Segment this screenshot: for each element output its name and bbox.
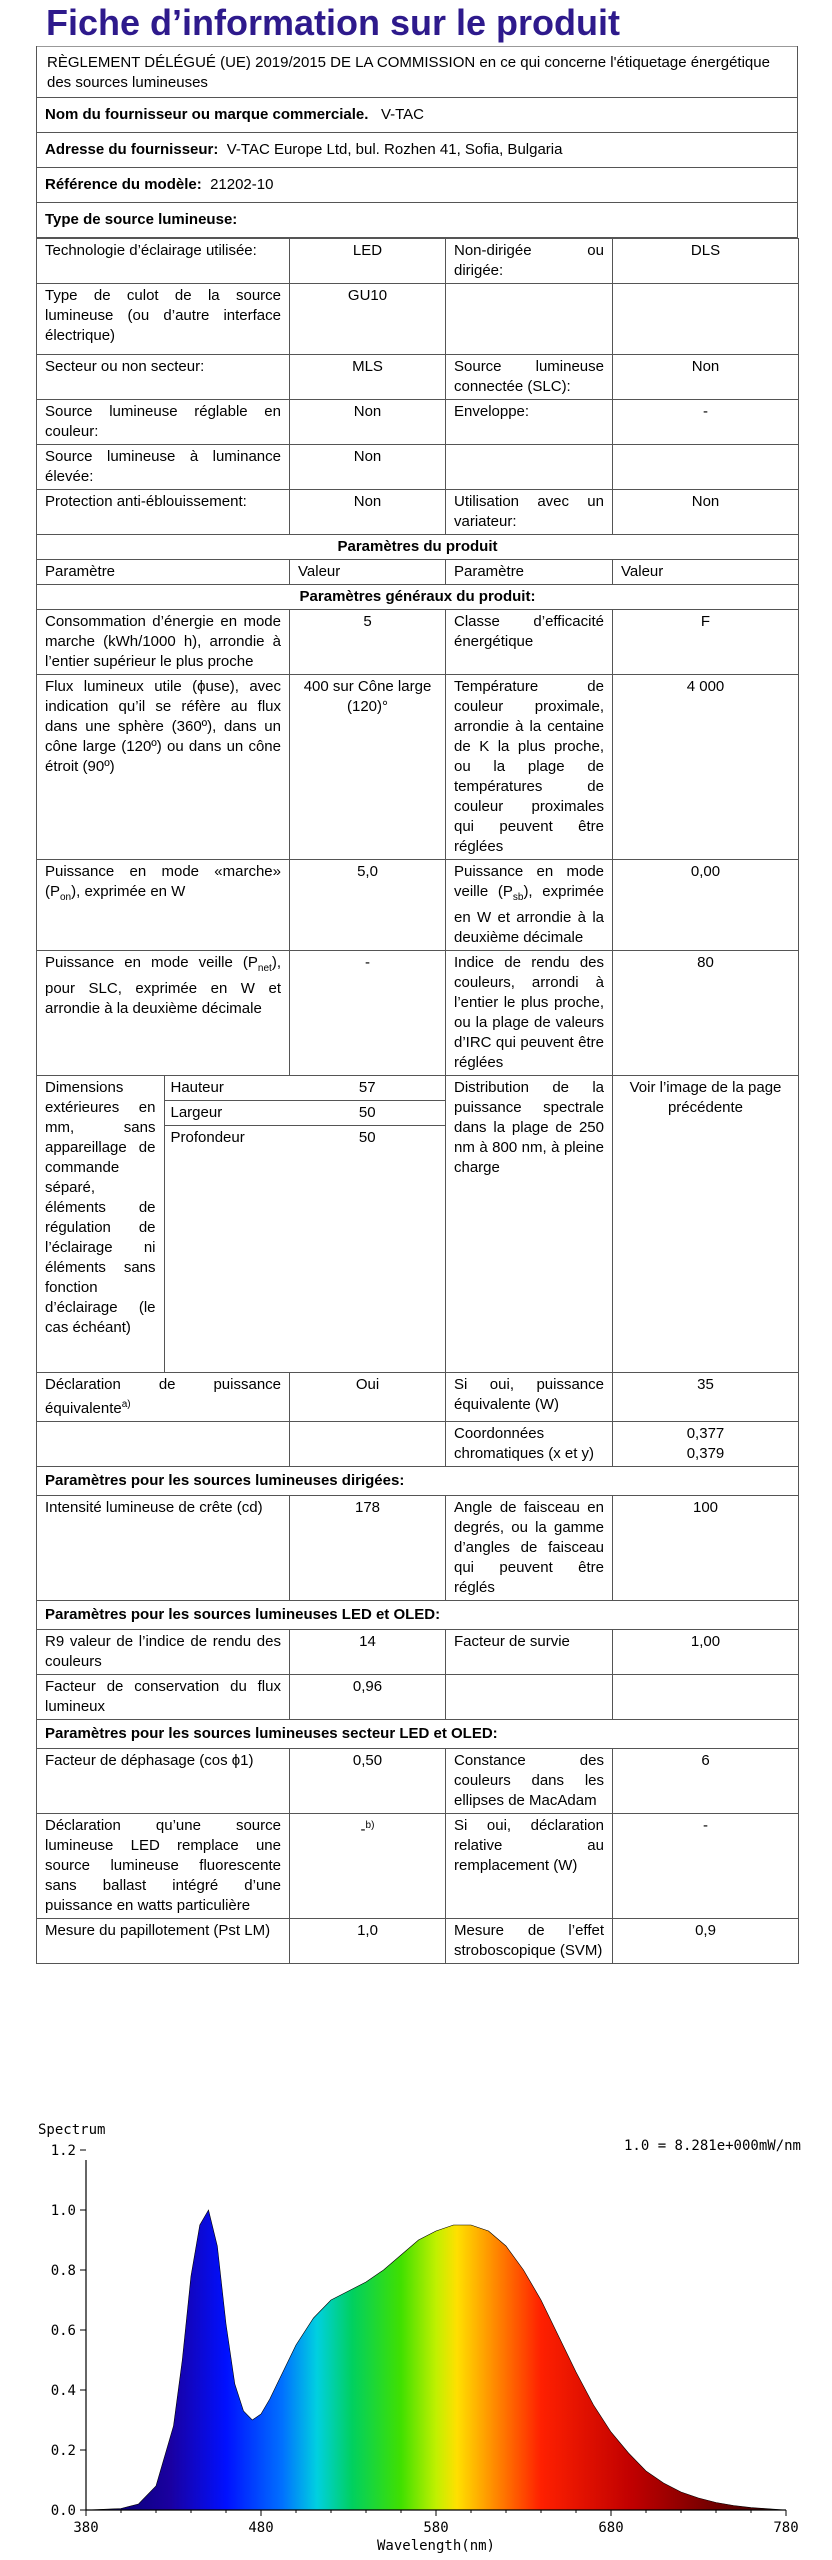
- param-label: [446, 445, 613, 490]
- chroma-y: 0,379: [686, 1445, 725, 1462]
- param-value: Non: [613, 355, 799, 400]
- address-value: V-TAC Europe Ltd, bul. Rozhen 41, Sofia, Bulgaria: [226, 141, 563, 158]
- x-axis-label: Wavelength(nm): [376, 2538, 496, 2554]
- param-label: Angle de faisceau en degrés, ou la gamme d’angles de faisceau qui peuvent être réglés: [446, 1496, 613, 1601]
- param-label: Protection anti-éblouissement:: [37, 490, 290, 535]
- list-item: Hauteur 57: [165, 1076, 446, 1101]
- column-header-row: [37, 560, 799, 585]
- x-axis-ticks: [73, 2510, 798, 2536]
- param-value: [613, 1422, 799, 1467]
- param-label: Si oui, puissance équivalente (W): [446, 1373, 613, 1422]
- dimensions-label: Dimensions extérieures en mm, sans appareillage de commande séparé, éléments de régulation de l’éclairage ni éléments sans fonction d’éclairage (le cas échéant): [37, 1076, 164, 1372]
- table-row: [37, 445, 799, 490]
- param-label: Source lumineuse réglable en couleur:: [37, 400, 290, 445]
- param-label: Classe d’efficacité énergétique: [446, 610, 613, 675]
- param-value: 4 000: [613, 675, 799, 860]
- param-label: Si oui, déclaration relative au remplacement (W): [446, 1814, 613, 1919]
- param-value: Non: [290, 490, 446, 535]
- regulation-text: RÈGLEMENT DÉLÉGUÉ (UE) 2019/2015 DE LA COMMISSION en ce qui concerne l'étiquetage énergétique des sources lumineuses: [37, 46, 797, 97]
- y-tick-label: 0.2: [50, 2443, 76, 2459]
- param-value: 1,00: [613, 1630, 799, 1675]
- table-row: [37, 284, 799, 355]
- param-label: Constance des couleurs dans les ellipses de MacAdam: [446, 1749, 613, 1814]
- param-value: 0,9: [613, 1919, 799, 1964]
- param-label: [446, 284, 613, 355]
- table-row: [37, 1675, 799, 1720]
- param-label: Technologie d’éclairage utilisée:: [37, 239, 290, 284]
- dimensions-list: [165, 1076, 446, 1150]
- param-value: Non: [290, 400, 446, 445]
- section-heading-row: [37, 1467, 799, 1496]
- table-row: [37, 1919, 799, 1964]
- chart-scale-note: 1.0 = 8.281e+000mW/nm: [623, 2138, 801, 2154]
- param-value: 400 sur Cône large (120)°: [290, 675, 446, 860]
- table-row: [37, 1630, 799, 1675]
- supplier-row: [37, 97, 797, 132]
- param-value: MLS: [290, 355, 446, 400]
- param-value: 0,00: [613, 860, 799, 951]
- param-label: [446, 1675, 613, 1720]
- param-value: 5: [290, 610, 446, 675]
- x-tick-label: 480: [248, 2520, 274, 2536]
- x-tick-label: 580: [423, 2520, 449, 2536]
- param-value: GU10: [290, 284, 446, 355]
- model-label: Référence du modèle:: [45, 176, 202, 193]
- param-label: Facteur de déphasage (cos ϕ1): [37, 1749, 290, 1814]
- param-label: Secteur ou non secteur:: [37, 355, 290, 400]
- param-label: Non-dirigée ou dirigée:: [446, 239, 613, 284]
- chroma-x: 0,377: [686, 1425, 725, 1442]
- param-value: Voir l’image de la page précédente: [613, 1076, 799, 1373]
- section-heading-row: [37, 585, 799, 610]
- param-value: 5,0: [290, 860, 446, 951]
- param-value: 6: [613, 1749, 799, 1814]
- param-label: Coordonnées chromatiques (x et y): [446, 1422, 613, 1467]
- param-label: Facteur de survie: [446, 1630, 613, 1675]
- param-value: 0,50: [290, 1749, 446, 1814]
- param-label: Température de couleur proximale, arrondie à la centaine de K la plus proche, ou la plage de températures de couleur proximales qui peuvent être réglées: [446, 675, 613, 860]
- y-tick-label: 1.2: [50, 2143, 76, 2159]
- sheet-frame: [36, 46, 798, 238]
- param-value: LED: [290, 239, 446, 284]
- param-value: -: [613, 400, 799, 445]
- param-label: Distribution de la puissance spectrale dans la plage de 250 nm à 800 nm, à pleine charge: [446, 1076, 613, 1373]
- table-row: [37, 675, 799, 860]
- table-row: [37, 239, 799, 284]
- y-tick-label: 0.4: [50, 2383, 76, 2399]
- param-label: R9 valeur de l’indice de rendu des couleurs: [37, 1630, 290, 1675]
- param-value: F: [613, 610, 799, 675]
- table-row: [37, 860, 799, 951]
- param-value: -: [290, 951, 446, 1076]
- param-label: Déclaration qu’une source lumineuse LED remplace une source lumineuse fluorescente sans ballast intégré d’une puissance en watts particulière: [37, 1814, 290, 1919]
- param-value: Non: [613, 490, 799, 535]
- table-row: [37, 951, 799, 1076]
- param-value: 178: [290, 1496, 446, 1601]
- param-label: Déclaration de puissance équivalente$^{a)}$: [37, 1373, 290, 1422]
- y-tick-label: 0.6: [50, 2323, 76, 2339]
- column-header: Valeur: [290, 560, 446, 585]
- chart-title: Spectrum: [38, 2122, 106, 2138]
- table-row: [37, 400, 799, 445]
- param-label: Indice de rendu des couleurs, arrondi à l’entier le plus proche, ou la plage de valeurs d’IRC qui peuvent être réglées: [446, 951, 613, 1076]
- dimensions-cell: [37, 1076, 446, 1373]
- param-label: Puissance en mode veille $(P_{sb})$, exprimée en W et arrondie à la deuxième décimale: [446, 860, 613, 951]
- table-row: [37, 1076, 799, 1373]
- column-header: Paramètre: [37, 560, 290, 585]
- param-label: Flux lumineux utile (ϕuse), avec indication qu’il se réfère au flux dans une sphère (360º), dans un cône large (120º) ou dans un cône étroit (90º): [37, 675, 290, 860]
- param-value: Oui: [290, 1373, 446, 1422]
- column-header: Paramètre: [446, 560, 613, 585]
- section-heading-row: [37, 535, 799, 560]
- x-tick-label: 780: [773, 2520, 799, 2536]
- supplier-label: Nom du fournisseur ou marque commerciale.: [45, 106, 369, 123]
- y-tick-label: 0.8: [50, 2263, 76, 2279]
- x-tick-label: 380: [73, 2520, 99, 2536]
- param-value: DLS: [613, 239, 799, 284]
- param-label: Source lumineuse connectée (SLC):: [446, 355, 613, 400]
- x-tick-label: 680: [598, 2520, 624, 2536]
- table-row: [37, 1749, 799, 1814]
- model-row: [37, 167, 797, 202]
- param-value: 0,96: [290, 1675, 446, 1720]
- section-heading-row: [37, 1601, 799, 1630]
- param-label: Enveloppe:: [446, 400, 613, 445]
- table-row: [37, 610, 799, 675]
- model-value: 21202-10: [210, 176, 274, 193]
- section-heading-row: [37, 1720, 799, 1749]
- section-heading: Paramètres pour les sources lumineuses dirigées:: [37, 1467, 799, 1496]
- param-label: Facteur de conservation du flux lumineux: [37, 1675, 290, 1720]
- param-label: Utilisation avec un variateur:: [446, 490, 613, 535]
- param-label: Mesure du papillotement (Pst LM): [37, 1919, 290, 1964]
- param-value: 100: [613, 1496, 799, 1601]
- section-heading: Paramètres généraux du produit:: [37, 585, 799, 610]
- column-header: Valeur: [613, 560, 799, 585]
- spectrum-area: [86, 2210, 786, 2510]
- list-item: Largeur 50: [165, 1101, 446, 1126]
- section-heading: Paramètres pour les sources lumineuses secteur LED et OLED:: [37, 1720, 799, 1749]
- y-axis-ticks: [51, 2143, 86, 2519]
- section-heading: Paramètres du produit: [37, 535, 799, 560]
- param-value: 80: [613, 951, 799, 1076]
- param-value: 14: [290, 1630, 446, 1675]
- list-item: Profondeur 50: [170, 1129, 376, 1146]
- param-label: Consommation d’énergie en mode marche (kWh/1000 h), arrondie à l’entier supérieur le plus proche: [37, 610, 290, 675]
- param-value: [613, 445, 799, 490]
- param-value: -: [613, 1814, 799, 1919]
- address-label: Adresse du fournisseur:: [45, 141, 219, 158]
- param-value: -$^{b)}$: [290, 1814, 446, 1919]
- param-value: Non: [290, 445, 446, 490]
- spectrum-chart: [36, 2120, 806, 2560]
- param-label: Intensité lumineuse de crête (cd): [37, 1496, 290, 1601]
- address-row: [37, 132, 797, 167]
- param-value: [613, 1675, 799, 1720]
- supplier-value: V-TAC: [380, 106, 424, 123]
- section-heading: Paramètres pour les sources lumineuses LED et OLED:: [37, 1601, 799, 1630]
- y-tick-label: 1.0: [50, 2203, 76, 2219]
- param-value: 35: [613, 1373, 799, 1422]
- param-label: Type de culot de la source lumineuse (ou d’autre interface électrique): [37, 284, 290, 355]
- y-tick-label: 0.0: [50, 2503, 76, 2519]
- table-row: [37, 1814, 799, 1919]
- table-row: [37, 1422, 799, 1467]
- table-row: [37, 490, 799, 535]
- table-row: [37, 1496, 799, 1601]
- table-row: [37, 355, 799, 400]
- page-title: Fiche d’information sur le produit: [46, 2, 621, 43]
- param-label: Puissance en mode veille $(P_{net})$, pour SLC, exprimée en W et arrondie à la deuxième décimale: [37, 951, 290, 1076]
- param-value: [613, 284, 799, 355]
- source-type-heading: Type de source lumineuse:: [37, 202, 797, 237]
- param-value: 1,0: [290, 1919, 446, 1964]
- param-label: Mesure de l’effet stroboscopique (SVM): [446, 1919, 613, 1964]
- spec-table: [36, 238, 799, 1964]
- table-row: [37, 1373, 799, 1422]
- param-label: Puissance en mode «marche» $(P_{on})$, exprimée en W: [37, 860, 290, 951]
- product-information-sheet: [36, 0, 798, 1964]
- param-label: Source lumineuse à luminance élevée:: [37, 445, 290, 490]
